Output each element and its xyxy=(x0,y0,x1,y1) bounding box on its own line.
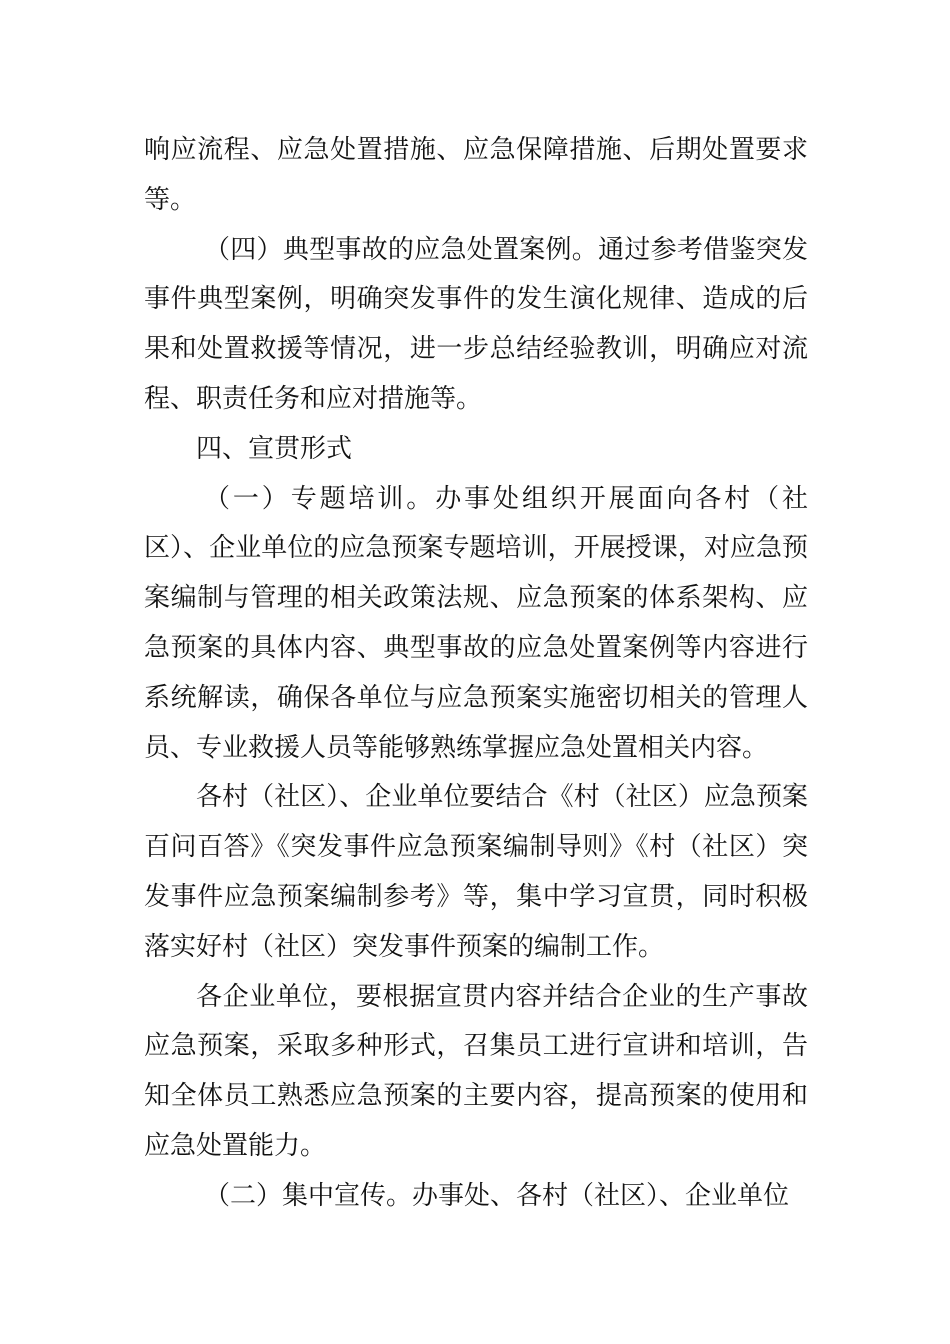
document-body xyxy=(144,126,808,1222)
paragraph-typical-cases: （四）典型事故的应急处置案例。通过参考借鉴突发事件典型案例，明确突发事件的发生演化规律、造成的后果和处置救援等情况，进一步总结经验教训，明确应对流程、职责任务和应对措施等。 xyxy=(144,234,808,414)
paragraph-enterprise-units: 各企业单位，要根据宣贯内容并结合企业的生产事故应急预案，采取多种形式，召集员工进行宣讲和培训，告知全体员工熟悉应急预案的主要内容，提高预案的使用和应急处置能力。 xyxy=(144,981,808,1161)
paragraph-special-training: （一）专题培训。办事处组织开展面向各村（社区）、企业单位的应急预案专题培训，开展授课，对应急预案编制与管理的相关政策法规、应急预案的体系架构、应急预案的具体内容、典型事故的应急处置案例等内容进行系统解读，确保各单位与应急预案实施密切相关的管理人员、专业救援人员等能够熟练掌握应急处置相关内容。 xyxy=(144,483,808,763)
section-heading-publicity-forms: 四、宣贯形式 xyxy=(196,433,353,464)
paragraph-continuation: 响应流程、应急处置措施、应急保障措施、后期处置要求等。 xyxy=(144,135,808,215)
paragraph-centralized-publicity: （二）集中宣传。办事处、各村（社区）、企业单位 xyxy=(204,1180,790,1211)
paragraph-village-community: 各村（社区）、企业单位要结合《村（社区）应急预案百问百答》《突发事件应急预案编制导则》《村（社区）突发事件应急预案编制参考》等，集中学习宣贯，同时积极落实好村（社区）突发事件预案的编制工作。 xyxy=(144,782,808,962)
